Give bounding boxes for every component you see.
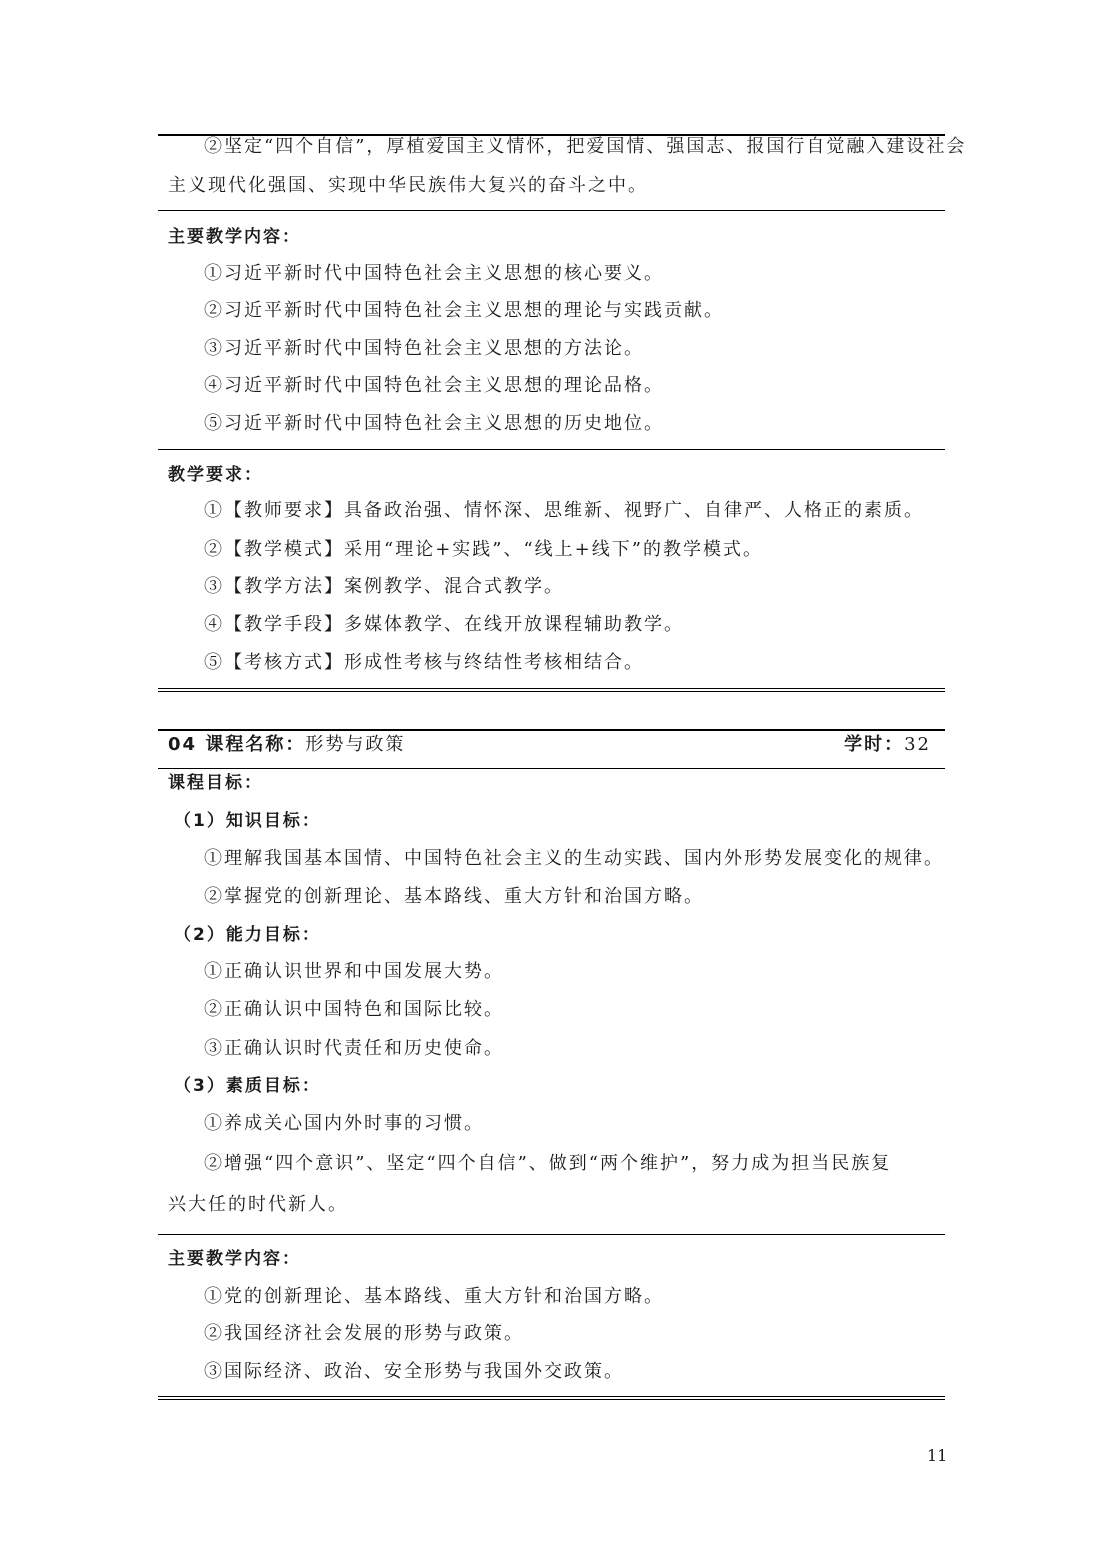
content-item: ⑤习近平新时代中国特色社会主义思想的历史地位。 — [204, 413, 664, 434]
course-name-label: 04 课程名称： — [168, 734, 306, 755]
knowledge-item: ②掌握党的创新理论、基本路线、重大方针和治国方略。 — [204, 886, 704, 907]
knowledge-heading: （1）知识目标： — [174, 811, 321, 831]
course-header-row — [158, 734, 945, 756]
content-item: ①习近平新时代中国特色社会主义思想的核心要义。 — [204, 263, 664, 284]
content-item: ①党的创新理论、基本路线、重大方针和治国方略。 — [204, 1286, 664, 1307]
course-top-rule — [158, 729, 945, 731]
ability-heading: （2）能力目标： — [174, 925, 321, 945]
content-item: ③习近平新时代中国特色社会主义思想的方法论。 — [204, 338, 644, 359]
content-heading: 主要教学内容： — [168, 227, 301, 247]
knowledge-item: ①理解我国基本国情、中国特色社会主义的生动实践、国内外形势发展变化的规律。 — [204, 848, 944, 869]
content-item: ④习近平新时代中国特色社会主义思想的理论品格。 — [204, 375, 664, 396]
requirement-item: ①【教师要求】具备政治强、情怀深、思维新、视野广、自律严、人格正的素质。 — [204, 500, 924, 521]
ability-item: ①正确认识世界和中国发展大势。 — [204, 961, 504, 982]
goal-text-line: 主义现代化强国、实现中华民族伟大复兴的奋斗之中。 — [168, 175, 648, 196]
section-end-rule — [158, 1396, 945, 1400]
quality-heading: （3）素质目标： — [174, 1076, 321, 1096]
course-04-block — [158, 0, 967, 1420]
requirement-item: ④【教学手段】多媒体教学、在线开放课程辅助教学。 — [204, 614, 684, 635]
quality-item: ①养成关心国内外时事的习惯。 — [204, 1113, 484, 1134]
ability-item: ③正确认识时代责任和历史使命。 — [204, 1038, 504, 1059]
hours-value: 32 — [904, 734, 931, 755]
page-number: 11 — [927, 1446, 948, 1465]
course-name-value: 形势与政策 — [305, 734, 406, 755]
hours-label: 学时： — [844, 734, 905, 755]
requirement-item: ③【教学方法】案例教学、混合式教学。 — [204, 576, 564, 597]
content-item: ②习近平新时代中国特色社会主义思想的理论与实践贡献。 — [204, 300, 724, 321]
quality-item-continued: 兴大任的时代新人。 — [168, 1194, 348, 1215]
content-item: ③国际经济、政治、安全形势与我国外交政策。 — [204, 1361, 624, 1382]
goal-text-line: ②坚定“四个自信”，厚植爱国主义情怀，把爱国情、强国志、报国行自觉融入建设社会 — [204, 136, 967, 157]
divider — [158, 768, 945, 769]
divider — [158, 1234, 945, 1235]
requirement-item: ②【教学模式】采用“理论+实践”、“线上+线下”的教学模式。 — [204, 539, 763, 560]
course-hours — [844, 734, 931, 756]
goals-heading: 课程目标： — [168, 773, 263, 793]
quality-item: ②增强“四个意识”、坚定“四个自信”、做到“两个维护”，努力成为担当民族复 — [204, 1153, 892, 1174]
content-heading: 主要教学内容： — [168, 1249, 301, 1269]
ability-item: ②正确认识中国特色和国际比较。 — [204, 999, 504, 1020]
requirements-heading: 教学要求： — [168, 465, 263, 485]
content-item: ②我国经济社会发展的形势与政策。 — [204, 1323, 524, 1344]
requirement-item: ⑤【考核方式】形成性考核与终结性考核相结合。 — [204, 652, 644, 673]
